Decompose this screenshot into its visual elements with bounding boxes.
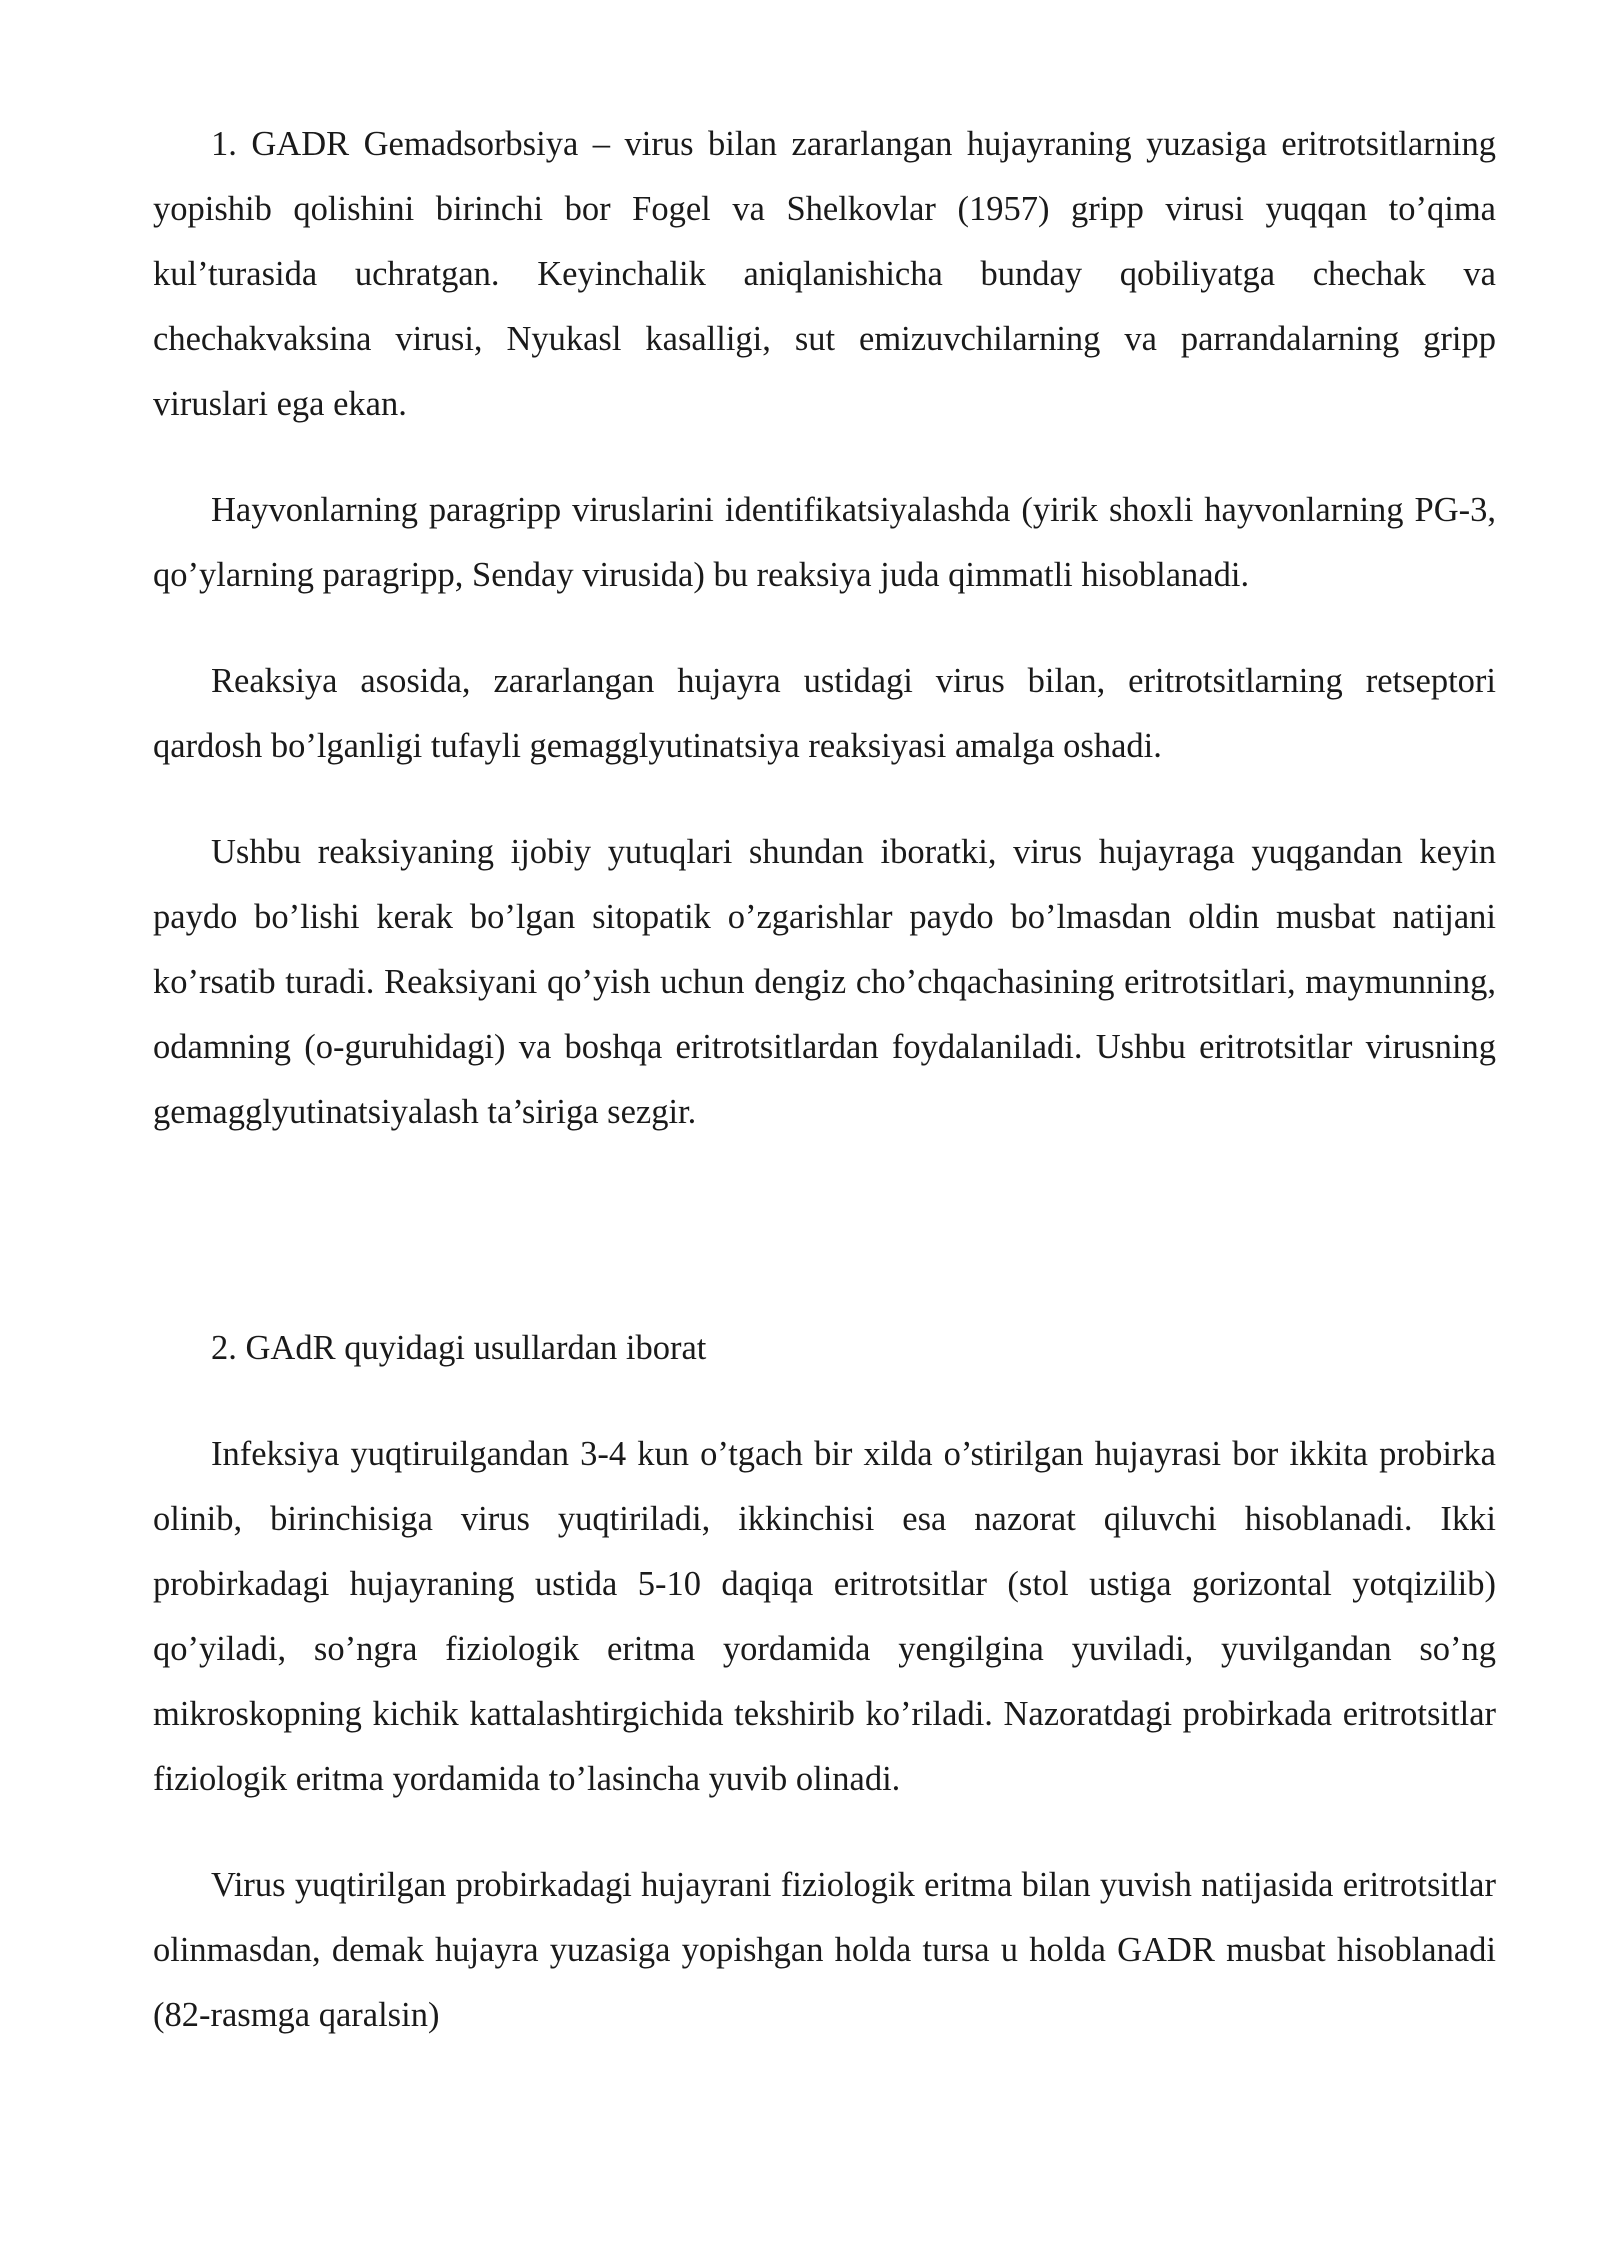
paragraph-reaction-basis: Reaksiya asosida, zararlangan hujayra ustidagi virus bilan, eritrotsitlarning retseptori qardosh bo’lganligi tufayli gemagglyutinatsiya reaksiyasi amalga oshadi.	[153, 662, 1496, 765]
paragraph-positive-result: Virus yuqtirilgan probirkadagi hujayrani fiziologik eritma bilan yuvish natijasida eritrotsitlar olinmasdan, demak hujayra yuzasiga yopishgan holda tursa u holda GADR musbat hisoblanadi (82-rasmga qaralsin)	[153, 1866, 1496, 2034]
paragraph-method-procedure: Infeksiya yuqtiruilgandan 3-4 kun o’tgach bir xilda o’stirilgan hujayrasi bor ikkita probirka olinib, birinchisiga virus yuqtiriladi, ikkinchisi esa nazorat qiluvchi hisoblanadi. Ikki probirkadagi hujayraning ustida 5-10 daqiqa eritrotsitlar (stol ustiga gorizontal yotqizilib) qo’yiladi, so’ngra fiziologik eritma yordamida yengilgina yuviladi, yuvilgandan so’ng mikroskopning kichik kattalashtirgichida tekshirib ko’riladi. Nazoratdagi probirkada eritrotsitlar fiziologik eritma yordamida to’lasincha yuvib olinadi.	[153, 1435, 1496, 1798]
paragraph-reaction-advantages: Ushbu reaksiyaning ijobiy yutuqlari shundan iboratki, virus hujayraga yuqgandan keyin paydo bo’lishi kerak bo’lgan sitopatik o’zgarishlar paydo bo’lmasdan oldin musbat natijani ko’rsatib turadi. Reaksiyani qo’yish uchun dengiz cho’chqachasining eritrotsitlari, maymunning, odamning (o-guruhidagi) va boshqa eritrotsitlardan foydalaniladi. Ushbu eritrotsitlar virusning gemagglyutinatsiyalash ta’siriga sezgir.	[153, 833, 1496, 1131]
paragraph-gadr-definition: 1. GADR Gemadsorbsiya – virus bilan zararlangan hujayraning yuzasiga eritrotsitlarning yopishib qolishini birinchi bor Fogel va Shelkovlar (1957) gripp virusi yuqqan to’qima kul’turasida uchratgan. Keyinchalik aniqlanishicha bunday qobiliyatga chechak va chechakvaksina virusi, Nyukasl kasalligi, sut emizuvchilarning va parrandalarning gripp viruslari ega ekan.	[153, 125, 1496, 423]
section-spacer	[153, 1186, 1496, 1316]
paragraph-paragripp-identification: Hayvonlarning paragripp viruslarini identifikatsiyalashda (yirik shoxli hayvonlarning PG-3, qo’ylarning paragripp, Senday virusida) bu reaksiya juda qimmatli hisoblanadi.	[153, 491, 1496, 594]
section-heading-methods: 2. GAdR quyidagi usullardan iborat	[211, 1329, 707, 1367]
